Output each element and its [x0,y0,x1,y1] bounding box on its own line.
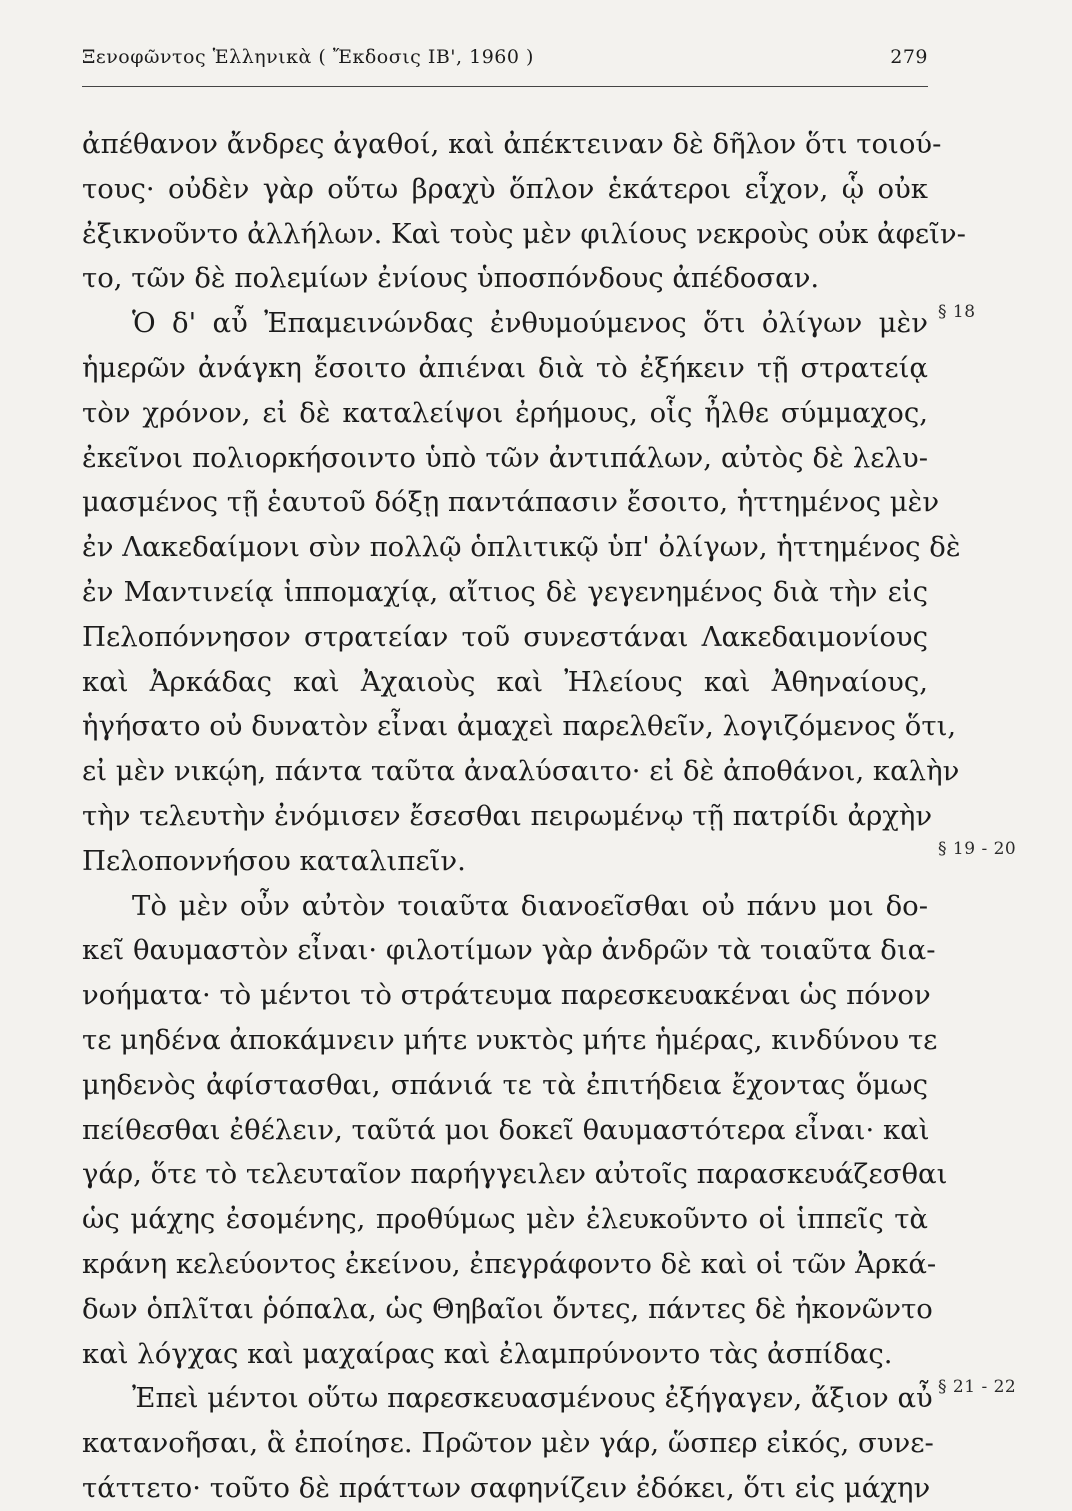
text-line: ἐξικνοῦντο ἀλλήλων. Καὶ τοὺς μὲν φιλίους νεκροὺς οὐκ ἀφεῖν- [82,217,966,250]
margin-note-section-21-22: § 21 - 22 [938,1377,1017,1397]
text-line: ἐν Μαντινείᾳ ἱππομαχίᾳ, αἴτιος δὲ γεγενημένος διὰ τὴν εἰς [82,575,928,608]
margin-note-section-18: § 18 [938,302,976,322]
header-title: Ξενοφῶντος Ἑλληνικὰ ( Ἔκδοσις ΙΒ', 1960 ) [82,46,534,68]
running-header [82,46,928,86]
text-line: πείθεσθαι ἐθέλειν, ταῦτά μοι δοκεῖ θαυμαστότερα εἶναι· καὶ [82,1113,930,1146]
text-line: κράνη κελεύοντος ἐκείνου, ἐπεγράφοντο δὲ καὶ οἱ τῶν Ἀρκά- [82,1247,937,1280]
text-line: μηδενὸς ἀφίστασθαι, σπάνιά τε τὰ ἐπιτήδεια ἔχοντας ὅμως [82,1068,928,1101]
text-line: Πελοπόννησον στρατείαν τοῦ συνεστάναι Λακεδαιμονίους [82,620,928,653]
text-line: Τὸ μὲν οὖν αὐτὸν τοιαῦτα διανοεῖσθαι οὐ πάνυ μοι δο- [132,889,928,922]
text-line: τάττετο· τοῦτο δὲ πράττων σαφηνίζειν ἐδόκει, ὅτι εἰς μάχην [82,1471,931,1504]
page-number: 279 [890,46,928,68]
text-line: ἡμερῶν ἀνάγκη ἔσοιτο ἀπιέναι διὰ τὸ ἐξήκειν τῇ στρατείᾳ [82,351,928,384]
margin-note-section-19-20: § 19 - 20 [938,839,1017,859]
text-line: κεῖ θαυμαστὸν εἶναι· φιλοτίμων γὰρ ἀνδρῶν τὰ τοιαῦτα δια- [82,934,936,967]
text-line: Πελοποννήσου καταλιπεῖν. [82,844,466,877]
text-line: καὶ λόγχας καὶ μαχαίρας καὶ ἐλαμπρύνοντο τὰς ἀσπίδας. [82,1337,893,1370]
text-line: τε μηδένα ἀποκάμνειν μήτε νυκτὸς μήτε ἡμέρας, κινδύνου τε [82,1023,938,1056]
text-line: καὶ Ἀρκάδας καὶ Ἀχαιοὺς καὶ Ἠλείους καὶ Ἀθηναίους, [82,665,928,698]
text-line: μασμένος τῇ ἑαυτοῦ δόξῃ παντάπασιν ἔσοιτο, ἡττημένος μὲν [82,486,940,519]
text-line: ὡς μάχης ἐσομένης, προθύμως μὲν ἐλευκοῦντο οἱ ἱππεῖς τὰ [82,1203,928,1236]
header-rule [82,86,928,87]
text-line: ἀπέθανον ἄνδρες ἀγαθοί, καὶ ἀπέκτειναν δὲ δῆλον ὅτι τοιού- [82,128,942,160]
text-line: τὴν τελευτὴν ἐνόμισεν ἔσεσθαι πειρωμένῳ τῇ πατρίδι ἀρχὴν [82,799,933,832]
text-line: τους· οὐδὲν γὰρ οὕτω βραχὺ ὅπλον ἑκάτεροι εἶχον, ᾧ οὐκ [82,172,928,205]
text-line: γάρ, ὅτε τὸ τελευταῖον παρήγγειλεν αὐτοῖς παρασκευάζεσθαι [82,1158,948,1191]
text-line: δων ὁπλῖται ῥόπαλα, ὡς Θηβαῖοι ὄντες, πάντες δὲ ἠκονῶντο [82,1292,933,1325]
text-line: ἐκεῖνοι πολιορκήσοιντο ὑπὸ τῶν ἀντιπάλων, αὐτὸς δὲ λελυ- [82,441,928,474]
text-line: εἰ μὲν νικῴη, πάντα ταῦτα ἀναλύσαιτο· εἰ δὲ ἀποθάνοι, καλὴν [82,755,960,788]
text-line: κατανοῆσαι, ἃ ἐποίησε. Πρῶτον μὲν γάρ, ὥσπερ εἰκός, συνε- [82,1427,934,1460]
text-line: Ὁ δ' αὖ Ἐπαμεινώνδας ἐνθυμούμενος ὅτι ὀλίγων μὲν [132,307,928,340]
text-line: νοήματα· τὸ μέντοι τὸ στράτευμα παρεσκευακέναι ὡς πόνον [82,979,931,1012]
text-line: ἡγήσατο οὐ δυνατὸν εἶναι ἀμαχεὶ παρελθεῖν, λογιζόμενος ὅτι, [82,710,957,743]
text-line: τὸν χρόνον, εἰ δὲ καταλείψοι ἐρήμους, οἷς ἦλθε σύμμαχος, [82,396,928,429]
text-line: Ἐπεὶ μέντοι οὕτω παρεσκευασμένους ἐξήγαγεν, ἄξιον αὖ [132,1382,933,1415]
text-line: ἐν Λακεδαίμονι σὺν πολλῷ ὁπλιτικῷ ὑπ' ὀλίγων, ἡττημένος δὲ [82,531,961,564]
text-line: το, τῶν δὲ πολεμίων ἐνίους ὑποσπόνδους ἀπέδοσαν. [82,262,820,295]
